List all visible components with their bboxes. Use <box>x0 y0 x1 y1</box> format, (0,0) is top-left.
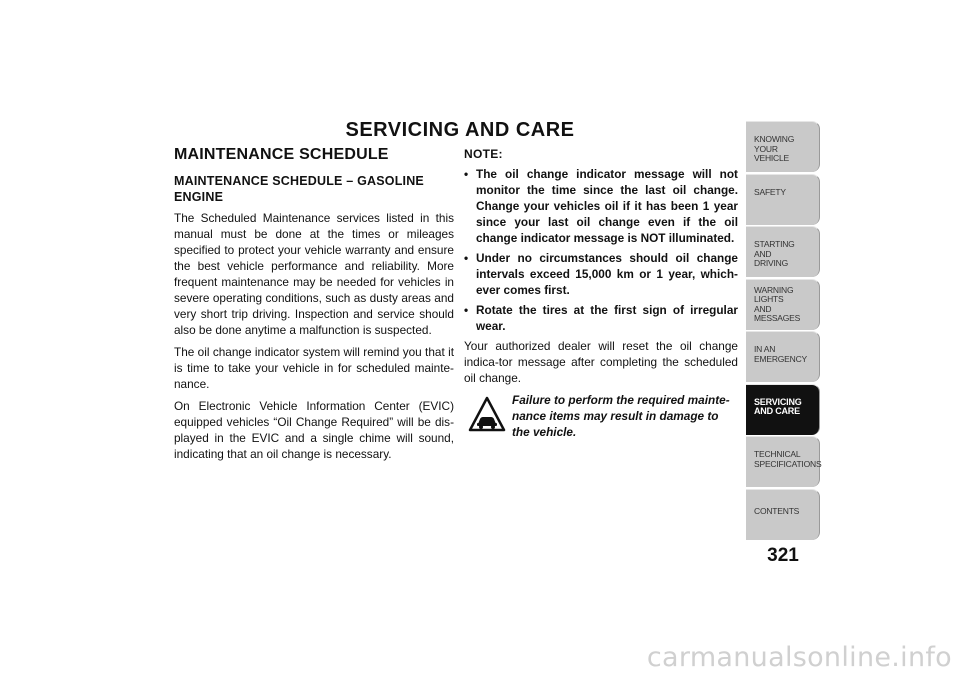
paragraph-dealer-reset: Your authorized dealer will reset the oil change indica-tor message after completing the scheduled oil change. <box>464 339 738 385</box>
section-title: MAINTENANCE SCHEDULE <box>174 146 389 163</box>
note-label: NOTE: <box>464 147 503 161</box>
tab-safety[interactable]: SAFETY <box>746 174 820 225</box>
note-text: Under no circumstances should oil change intervals exceed 15,000 km or 1 year, which-ever comes first. <box>476 251 738 297</box>
note-item <box>464 302 738 334</box>
page-title: SERVICING AND CARE <box>345 119 575 141</box>
tab-contents[interactable]: CONTENTS <box>746 489 820 540</box>
bullet-icon: • <box>464 167 469 181</box>
warning-triangle-car-icon <box>468 396 506 432</box>
warning-box <box>464 392 738 440</box>
page-number: 321 <box>767 545 799 566</box>
bullet-icon: • <box>464 303 469 317</box>
left-column <box>174 146 454 468</box>
paragraph-evic: On Electronic Vehicle Information Center (EVIC) equipped vehicles “Oil Change Required” will be dis-played in the EVIC and a single chime will sound, indicating that an oil change is necessary. <box>174 399 454 461</box>
note-item <box>464 250 738 298</box>
tab-starting-and-driving[interactable]: STARTING AND DRIVING <box>746 226 820 277</box>
note-text: Rotate the tires at the first sign of irregular wear. <box>476 303 738 333</box>
right-column <box>464 146 738 440</box>
paragraph-scheduled-maintenance: The Scheduled Maintenance services listed in this manual must be done at the times or mileages specified to protect your vehicle warranty and ensure the best vehicle performance and reliability. More frequent maintenance may be needed for vehicles in severe operating conditions, such as dusty areas and very short trip driving. Inspection and service should also be done anytime a malfunction is suspected. <box>174 211 454 337</box>
note-item <box>464 166 738 246</box>
tab-in-an-emergency[interactable]: IN AN EMERGENCY <box>746 331 820 382</box>
watermark: carmanualsonline.info <box>646 642 952 673</box>
chapter-tabs <box>746 121 820 541</box>
warning-text: Failure to perform the required mainte-nance items may result in damage to the vehicle. <box>512 393 730 439</box>
tab-servicing-and-care[interactable]: SERVICING AND CARE <box>746 384 820 435</box>
tab-knowing-your-vehicle[interactable]: KNOWING YOUR VEHICLE <box>746 121 820 172</box>
paragraph-oil-indicator: The oil change indicator system will remind you that it is time to take your vehicle in for scheduled mainte-nance. <box>174 345 454 391</box>
bullet-icon: • <box>464 251 469 265</box>
note-text: The oil change indicator message will not monitor the time since the last oil change. Change your vehicles oil if it has been 1 year since your last oil change even if the oil change indicator message is NOT illuminated. <box>476 167 738 245</box>
subsection-title: MAINTENANCE SCHEDULE – GASOLINE ENGINE <box>174 174 424 204</box>
notes-list <box>464 166 738 334</box>
tab-warning-lights-and-messages[interactable]: WARNING LIGHTS AND MESSAGES <box>746 279 820 330</box>
tab-technical-specifications[interactable]: TECHNICAL SPECIFICATIONS <box>746 436 820 487</box>
